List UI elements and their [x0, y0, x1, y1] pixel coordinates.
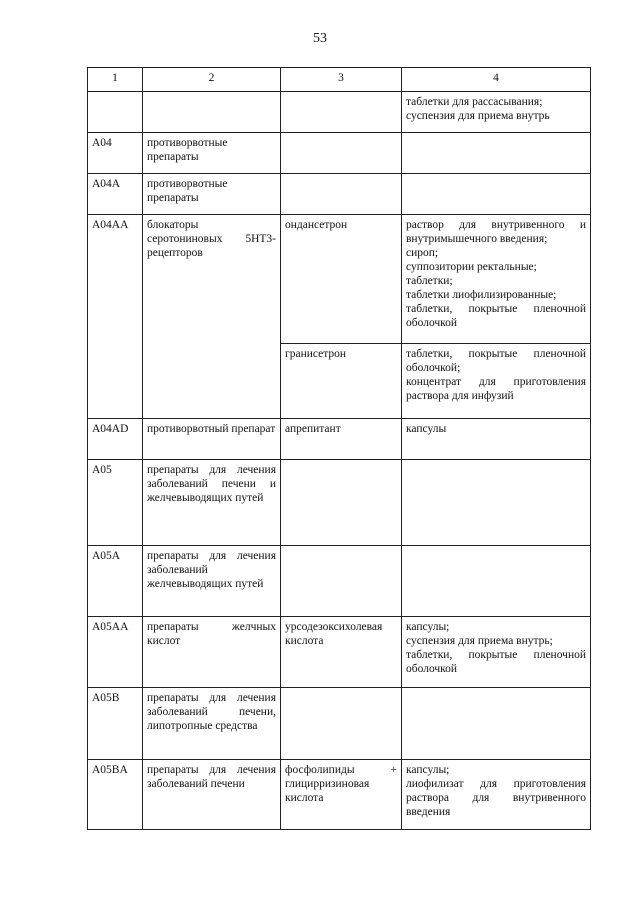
- table-row: [88, 215, 591, 344]
- form-item: таблетки, покрытые пленочной оболочкой;: [406, 348, 586, 374]
- drug-cell: [281, 174, 402, 215]
- drug-cell: фосфолипиды + глицирризиновая кислота: [281, 760, 402, 830]
- form-item: таблетки, покрытые пленочной оболочкой: [406, 303, 586, 329]
- page-number: 53: [313, 31, 327, 46]
- forms-cell: [402, 419, 591, 460]
- forms-cell: [402, 344, 591, 419]
- group-cell: препараты желчных кислот: [143, 617, 281, 688]
- form-item: суспензия для приема внутрь: [406, 110, 550, 122]
- table-row: [88, 92, 591, 133]
- table-row: [88, 546, 591, 617]
- group-cell: препараты для лечения заболеваний печени и желчевыводящих путей: [143, 460, 281, 546]
- group-cell: препараты для лечения заболеваний печени, липотропные средства: [143, 688, 281, 760]
- forms-cell: [402, 760, 591, 830]
- table-row: [88, 617, 591, 688]
- drug-cell: гранисетрон: [281, 344, 402, 419]
- atc-code-cell: A04AD: [88, 419, 143, 460]
- forms-cell: [402, 215, 591, 344]
- form-item: таблетки для рассасывания;: [406, 96, 543, 108]
- form-item: капсулы;: [406, 621, 450, 633]
- group-cell: противорвотный препарат: [143, 419, 281, 460]
- drug-cell: апрепитант: [281, 419, 402, 460]
- header-col-4: 4: [402, 68, 591, 92]
- forms-cell: [402, 174, 591, 215]
- group-cell: противорвотные препараты: [143, 133, 281, 174]
- drug-table: [87, 67, 591, 830]
- form-item: лиофилизат для приготовления раствора для внутривенного введения: [406, 778, 586, 818]
- form-item: таблетки;: [406, 275, 453, 287]
- drug-cell: [281, 92, 402, 133]
- atc-code-cell: A04A: [88, 174, 143, 215]
- form-item: капсулы;: [406, 764, 450, 776]
- drug-cell: [281, 546, 402, 617]
- drug-cell: урсодезоксихолевая кислота: [281, 617, 402, 688]
- form-item: таблетки лиофилизированные;: [406, 289, 557, 301]
- atc-code-cell: [88, 92, 143, 133]
- group-cell: препараты для лечения заболеваний желчевыводящих путей: [143, 546, 281, 617]
- atc-code-cell: A04AA: [88, 215, 143, 419]
- table-row: [88, 760, 591, 830]
- table-row: [88, 460, 591, 546]
- forms-cell: [402, 617, 591, 688]
- atc-code-cell: A05A: [88, 546, 143, 617]
- form-item: суппозитории ректальные;: [406, 261, 537, 273]
- table-row: [88, 174, 591, 215]
- table-row: [88, 688, 591, 760]
- forms-cell: [402, 460, 591, 546]
- forms-cell: [402, 688, 591, 760]
- group-cell: [143, 92, 281, 133]
- drug-cell: [281, 133, 402, 174]
- header-col-2: 2: [143, 68, 281, 92]
- drug-cell: [281, 460, 402, 546]
- atc-code-cell: A05AA: [88, 617, 143, 688]
- form-item: сироп;: [406, 247, 439, 259]
- form-item: капсулы: [406, 423, 447, 435]
- forms-cell: [402, 92, 591, 133]
- form-item: суспензия для приема внутрь;: [406, 635, 553, 647]
- header-row: [88, 68, 591, 92]
- table-row: [88, 133, 591, 174]
- group-cell: противорвотные препараты: [143, 174, 281, 215]
- atc-code-cell: A05: [88, 460, 143, 546]
- drug-cell: [281, 688, 402, 760]
- group-cell: препараты для лечения заболеваний печени: [143, 760, 281, 830]
- atc-code-cell: A04: [88, 133, 143, 174]
- atc-code-cell: A05BA: [88, 760, 143, 830]
- forms-cell: [402, 133, 591, 174]
- form-item: раствор для внутривенного и внутримышечного введения;: [406, 219, 586, 245]
- header-col-1: 1: [88, 68, 143, 92]
- atc-code-cell: A05B: [88, 688, 143, 760]
- header-col-3: 3: [281, 68, 402, 92]
- table-row: [88, 419, 591, 460]
- drug-cell: ондансетрон: [281, 215, 402, 344]
- form-item: концентрат для приготовления раствора для инфузий: [406, 376, 586, 402]
- forms-cell: [402, 546, 591, 617]
- group-cell: блокаторы серотониновых 5HT3-рецепторов: [143, 215, 281, 419]
- form-item: таблетки, покрытые пленочной оболочкой: [406, 649, 586, 675]
